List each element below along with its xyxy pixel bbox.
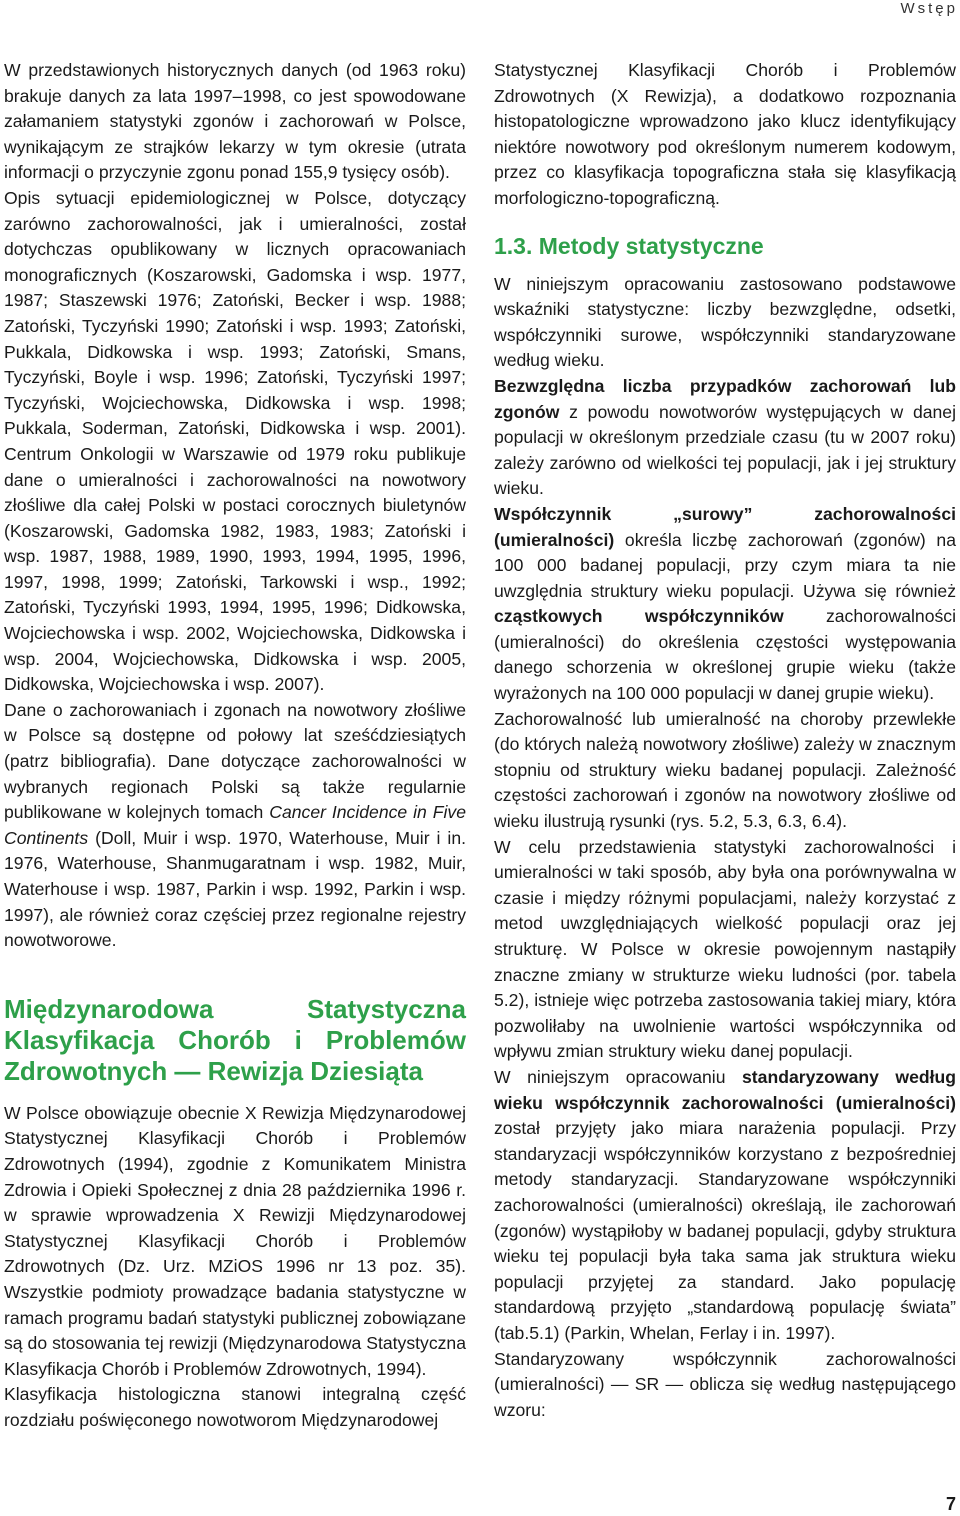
text-run: z powodu nowotworów występujących w danej populacji w określonym przedziale czasu (tu w 2007 roku) zależy zarówno od wielkości tej populacji, jak i jej struktury wieku. (494, 401, 956, 499)
term: standaryzowany według wieku współczynnik zachorowalności (umieralności) (494, 1066, 956, 1113)
page-number: 7 (945, 1494, 956, 1514)
left-column (4, 58, 466, 1434)
section-heading: Międzynarodowa Statystyczna Klasyfikacja Chorób i Problemów Zdrowotnych — Rewizja Dziesiąta (4, 993, 466, 1086)
term: Współczynnik „surowy” zachorowalności (umieralności) (494, 503, 956, 550)
paragraph (4, 698, 466, 954)
right-column (494, 58, 956, 1423)
section-heading: 1.3. Metody statystyczne (494, 232, 764, 259)
paragraph: Statystycznej Klasyfikacji Chorób i Problemów Zdrowotnych (X Rewizja), a dodatkowo rozpoznania histopatologiczne wprowadzono jako klucz identyfikujący niektóre nowotwory pod określonym numerem kodowym, przez co klasyfikacja topograficzna stała się klasyfikacją morfologiczno-topograficzną. (494, 60, 956, 208)
text-run: określa liczbę zachorowań (zgonów) na 100 000 badanej populacji, przy czym miara ta nie uwzględnia struktury wieku populacji. Używa się również (494, 529, 956, 601)
paragraph: Zachorowalność lub umieralność na choroby przewlekłe (do których należą nowotwory złośliwe) zależy w znacznym stopniu od struktury wieku badanej populacji. Zależność częstości zachorowań i zgonów na nowotwory złośliwe od wieku ilustrują rysunki (rys. 5.2, 5.3, 6.3, 6.4). (494, 708, 956, 832)
text-run: został przyjęty jako miara narażenia populacji. Przy standaryzacji współczynników korzystano z bezpośredniej metody standaryzacji. Standaryzowane współczynniki zachorowalności (umieralności) określają, ile zachorowań (zgonów) wystąpiłoby w badanej populacji, gdyby struktura wieku tej populacji była taka sama jak struktura wieku populacji przyjętej za standard. Jako populację standardową przyjęto „standardową populację świata” (tab.5.1) (Parkin, Whelan, Ferlay i in. 1997). (494, 1118, 956, 1343)
text-run: Dane o zachorowaniach i zgonach na nowotwory złośliwe w Polsce są dostępne od połowy lat sześćdziesiątych (patrz bibliografia). Dane dotyczące zachorowalności w wybranych regionach Polski są także regularnie publikowane w kolejnych tomach (4, 699, 466, 823)
paragraph: W celu przedstawienia statystyki zachorowalności i umieralności w taki sposób, aby była ona porównywalna w czasie i między różnymi populacjami, należy korzystać z metod uwzględniających wielkość populacji oraz jej strukturę. W Polsce w okresie powojennym nastąpiły znaczne zmiany w strukturze wieku ludności (por. tabela 5.2), istnieje więc potrzeba zastosowania takiej miary, która pozwoliłaby na uwolnienie wartości współczynnika od wpływu zmian struktury wieku danej populacji. (494, 836, 956, 1062)
text-run: (Doll, Muir i wsp. 1970, Waterhouse, Muir i in. 1976, Waterhouse, Shanmugaratnam i wsp. 1982, Muir, Waterhouse i wsp. 1987, Parkin i wsp. 1992, Parkin i wsp. 1997), ale również coraz częściej przez regionalne rejestry nowotworowe. (4, 827, 466, 951)
publication-title: Cancer Incidence in Five Continents (4, 802, 466, 848)
paragraph: Klasyfikacja histologiczna stanowi integralną część rozdziału poświęconego nowotworom Międzynarodowej (4, 1384, 466, 1430)
term: Bezwzględna liczba przypadków zachorowań lub zgonów (494, 375, 956, 422)
paragraph: W Polsce obowiązuje obecnie X Rewizja Międzynarodowej Statystycznej Klasyfikacji Chorób i Problemów Zdrowotnych (1994), zgodnie z Komunikatem Ministra Zdrowia i Opieki Społecznej z dnia 28 października 1996 r. w sprawie wprowadzenia X Rewizji Międzynarodowej Statystycznej Klasyfikacji Chorób i Problemów Zdrowotnych (Dz. Urz. MZiOS 1996 nr 13 poz. 35). Wszystkie podmioty prowadzące badania statystyczne w ramach programu badań statystyki publicznej zobowiązane są do stosowania tej rewizji (Międzynarodowa Statystyczna Klasyfikacja Chorób i Problemów Zdrowotnych, 1994). (4, 1102, 466, 1379)
text-run: W niniejszym opracowaniu (494, 1066, 743, 1087)
paragraph: Opis sytuacji epidemiologicznej w Polsce, dotyczący zarówno zachorowalności, jak i umieralności, został dotychczas opublikowany w licznych opracowaniach monograficznych (Koszarowski, Gadomska i wsp. 1977, 1987; Staszewski 1976; Zatoński, Becker i wsp. 1988; Zatoński, Tyczyński 1990; Zatoński i wsp. 1993; Zatoński, Pukkala, Didkowska i wsp. 1993; Zatoński, Smans, Tyczyński, Boyle i wsp. 1996; Zatoński, Tyczyński 1997; Tyczyński, Wojciechowska, Didkowska i wsp. 1998; Pukkala, Soderman, Zatoński, Didkowska i wsp. 2001). Centrum Onkologii w Warszawie od 1979 roku publikuje dane o umieralności i zachorowalności na nowotwory złośliwe dla całej Polski w postaci corocznych biuletynów (Koszarowski, Gadomska 1982, 1983, 1983; Zatoński i wsp. 1987, 1988, 1989, 1990, 1993, 1994, 1995, 1996, 1997, 1998, 1999; Zatoński, Tarkowski i wsp., 1992; Zatoński, Tyczyński 1993, 1994, 1995, 1996; Didkowska, Wojciechowska i wsp. 2002, Wojciechowska, Didkowska i wsp. 2004, Wojciechowska, Didkowska i wsp. 2005, Didkowska, Wojciechowska i wsp. 2007). (4, 187, 466, 695)
paragraph: W przedstawionych historycznych danych (od 1963 roku) brakuje danych za lata 1997–1998, co jest spowodowane załamaniem statystyki zgonów i zachorowań w Polsce, wynikającym ze strajków lekarzy w tym okresie (utrata informacji o przyczynie zgonu ponad 155,9 tysięcy osób). (4, 60, 466, 183)
paragraph: W niniejszym opracowaniu zastosowano podstawowe wskaźniki statystyczne: liczby bezwzględne, odsetki, współczynniki surowe, współczynniki standaryzowane według wieku. (494, 273, 956, 371)
text-run: zachorowalności (umieralności) do określenia częstości występowania danego schorzenia w określonej grupie wieku (także wyrażonych na 100 000 populacji w danej grupie wieku). (494, 606, 957, 704)
running-title: Wstęp (900, 0, 958, 17)
paragraph (494, 1065, 956, 1347)
term: cząstkowych współczynników (494, 606, 784, 627)
paragraph (494, 502, 956, 707)
paragraph (494, 374, 956, 502)
paragraph: Standaryzowany współczynnik zachorowalności (umieralności) — SR — oblicza się według następującego wzoru: (494, 1348, 956, 1420)
